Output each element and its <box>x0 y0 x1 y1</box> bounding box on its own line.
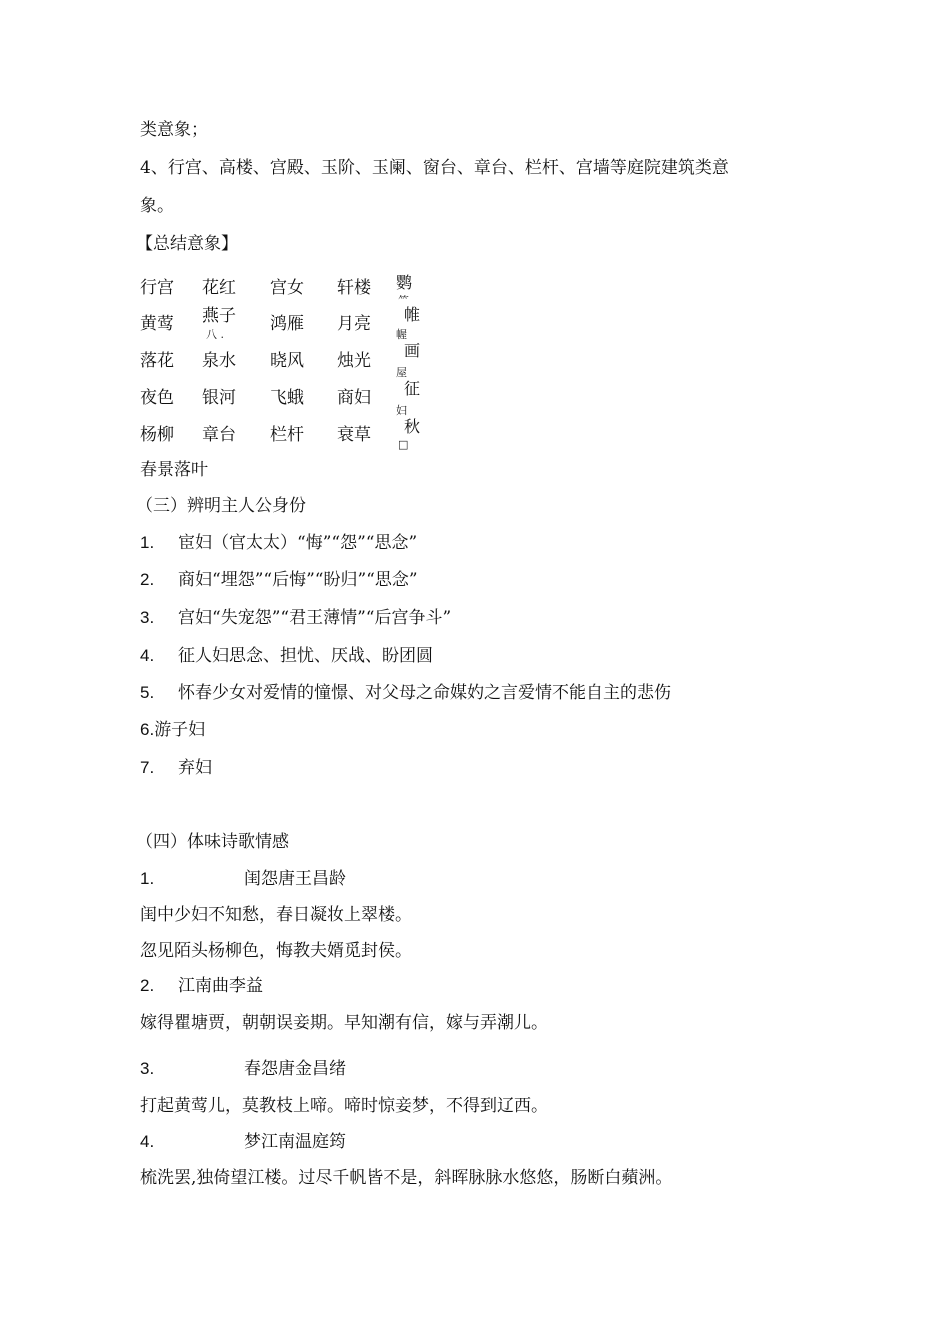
glyph-fragment: 八 . <box>206 328 224 341</box>
list-text: 商妇“埋怨”“后悔”“盼归”“思念” <box>178 570 418 590</box>
list-text: 征人妇思念、担忧、厌战、盼团圆 <box>178 646 433 666</box>
list-number: 1. <box>140 533 155 552</box>
imagery-table <box>140 272 440 452</box>
list-text: 宦妇（官太太）“悔”“怨”“思念” <box>178 533 418 553</box>
imagery-trailing: 春景落叶 <box>140 460 208 480</box>
glyph-fragment: 妇 <box>396 404 407 417</box>
imagery-cell: 鸿雁 <box>270 314 304 334</box>
imagery-cell: 章台 <box>202 425 236 445</box>
list-text: 游子妇 <box>154 720 206 740</box>
list-text: 怀春少女对爱情的憧憬、对父母之命媒妁之言爱情不能自主的悲伤 <box>178 683 671 703</box>
list-item <box>140 606 451 630</box>
glyph-fragment: 屋 <box>396 366 407 379</box>
list-item <box>140 531 417 555</box>
poem-number: 4. <box>140 1132 155 1151</box>
poem-number: 1. <box>140 869 155 888</box>
list-item <box>140 681 671 705</box>
list-number: 4. <box>140 646 155 665</box>
intro-line-3: 象。 <box>140 196 174 216</box>
imagery-cell: 行宫 <box>140 278 174 298</box>
list-item <box>140 718 205 742</box>
list-number: 2. <box>140 570 155 589</box>
imagery-cell-clipped: 征 <box>404 379 421 398</box>
imagery-cell: 宫女 <box>270 278 304 298</box>
poem-line: 闺中少妇不知愁，春日凝妆上翠楼。 <box>140 905 412 925</box>
imagery-cell: 晓风 <box>270 351 304 371</box>
glyph-fragment: ⺮ <box>398 294 409 307</box>
imagery-cell-clipped: 鹦 <box>396 273 413 292</box>
list-number: 6. <box>140 720 155 739</box>
imagery-cell: 夜色 <box>140 388 174 408</box>
imagery-cell: 黄莺 <box>140 314 174 334</box>
section4-heading: （四）体味诗歌情感 <box>136 832 289 852</box>
poem-number: 3. <box>140 1059 155 1078</box>
list-item <box>140 756 212 780</box>
list-item <box>140 644 433 668</box>
poem-line: 梳洗罢,独倚望江楼。过尽千帆皆不是，斜晖脉脉水悠悠，肠断白蘋洲。 <box>140 1168 673 1188</box>
list-text: 宫妇“失宠怨”“君王薄情”“后宫争斗” <box>178 608 452 628</box>
poem-line: 打起黄莺儿，莫教枝上啼。啼时惊妾梦，不得到辽西。 <box>140 1096 548 1116</box>
poem-title-text: 闺怨唐王昌龄 <box>244 869 346 889</box>
section3-heading: （三）辨明主人公身份 <box>136 496 306 516</box>
imagery-cell: 栏杆 <box>270 425 304 445</box>
list-text: 弃妇 <box>178 758 212 778</box>
imagery-cell: 燕子 <box>202 306 236 326</box>
imagery-cell-clipped: 秋 <box>404 417 421 436</box>
imagery-cell: 衰草 <box>337 425 371 445</box>
imagery-cell-clipped: 帷 <box>404 305 421 324</box>
poem-title-text: 江南曲李益 <box>178 976 263 996</box>
imagery-cell-clipped: 画 <box>404 341 421 360</box>
poem-title-text: 梦江南温庭筠 <box>244 1132 346 1152</box>
poem-title <box>140 867 346 891</box>
imagery-cell: 银河 <box>202 388 236 408</box>
intro-line-1: 类意象； <box>140 120 208 140</box>
poem-title <box>140 1130 346 1154</box>
imagery-cell: 月亮 <box>337 314 371 334</box>
imagery-cell: 花红 <box>202 278 236 298</box>
poem-line: 忽见陌头杨柳色，悔教夫婿觅封侯。 <box>140 941 412 961</box>
imagery-cell: 商妇 <box>337 388 371 408</box>
imagery-cell: 飞蛾 <box>270 388 304 408</box>
imagery-cell: 杨柳 <box>140 425 174 445</box>
summary-heading: 【总结意象】 <box>136 234 238 254</box>
glyph-fragment: 幄 <box>396 328 407 341</box>
poem-title-text: 春怨唐金昌绪 <box>244 1059 346 1079</box>
list-number: 7. <box>140 758 155 777</box>
list-item <box>140 568 418 592</box>
imagery-cell: 轩楼 <box>337 278 371 298</box>
imagery-cell: 泉水 <box>202 351 236 371</box>
imagery-cell: 烛光 <box>337 351 371 371</box>
imagery-cell: 落花 <box>140 351 174 371</box>
glyph-fragment: □ <box>398 438 409 451</box>
intro-line-2: 4、行宫、高楼、宫殿、玉阶、玉阑、窗台、章台、栏杆、宫墙等庭院建筑类意 <box>140 158 729 178</box>
poem-number: 2. <box>140 976 155 995</box>
poem-line: 嫁得瞿塘贾，朝朝误妾期。早知潮有信，嫁与弄潮儿。 <box>140 1013 548 1033</box>
poem-title <box>140 1057 346 1081</box>
list-number: 5. <box>140 683 155 702</box>
list-number: 3. <box>140 608 155 627</box>
poem-title <box>140 974 263 998</box>
